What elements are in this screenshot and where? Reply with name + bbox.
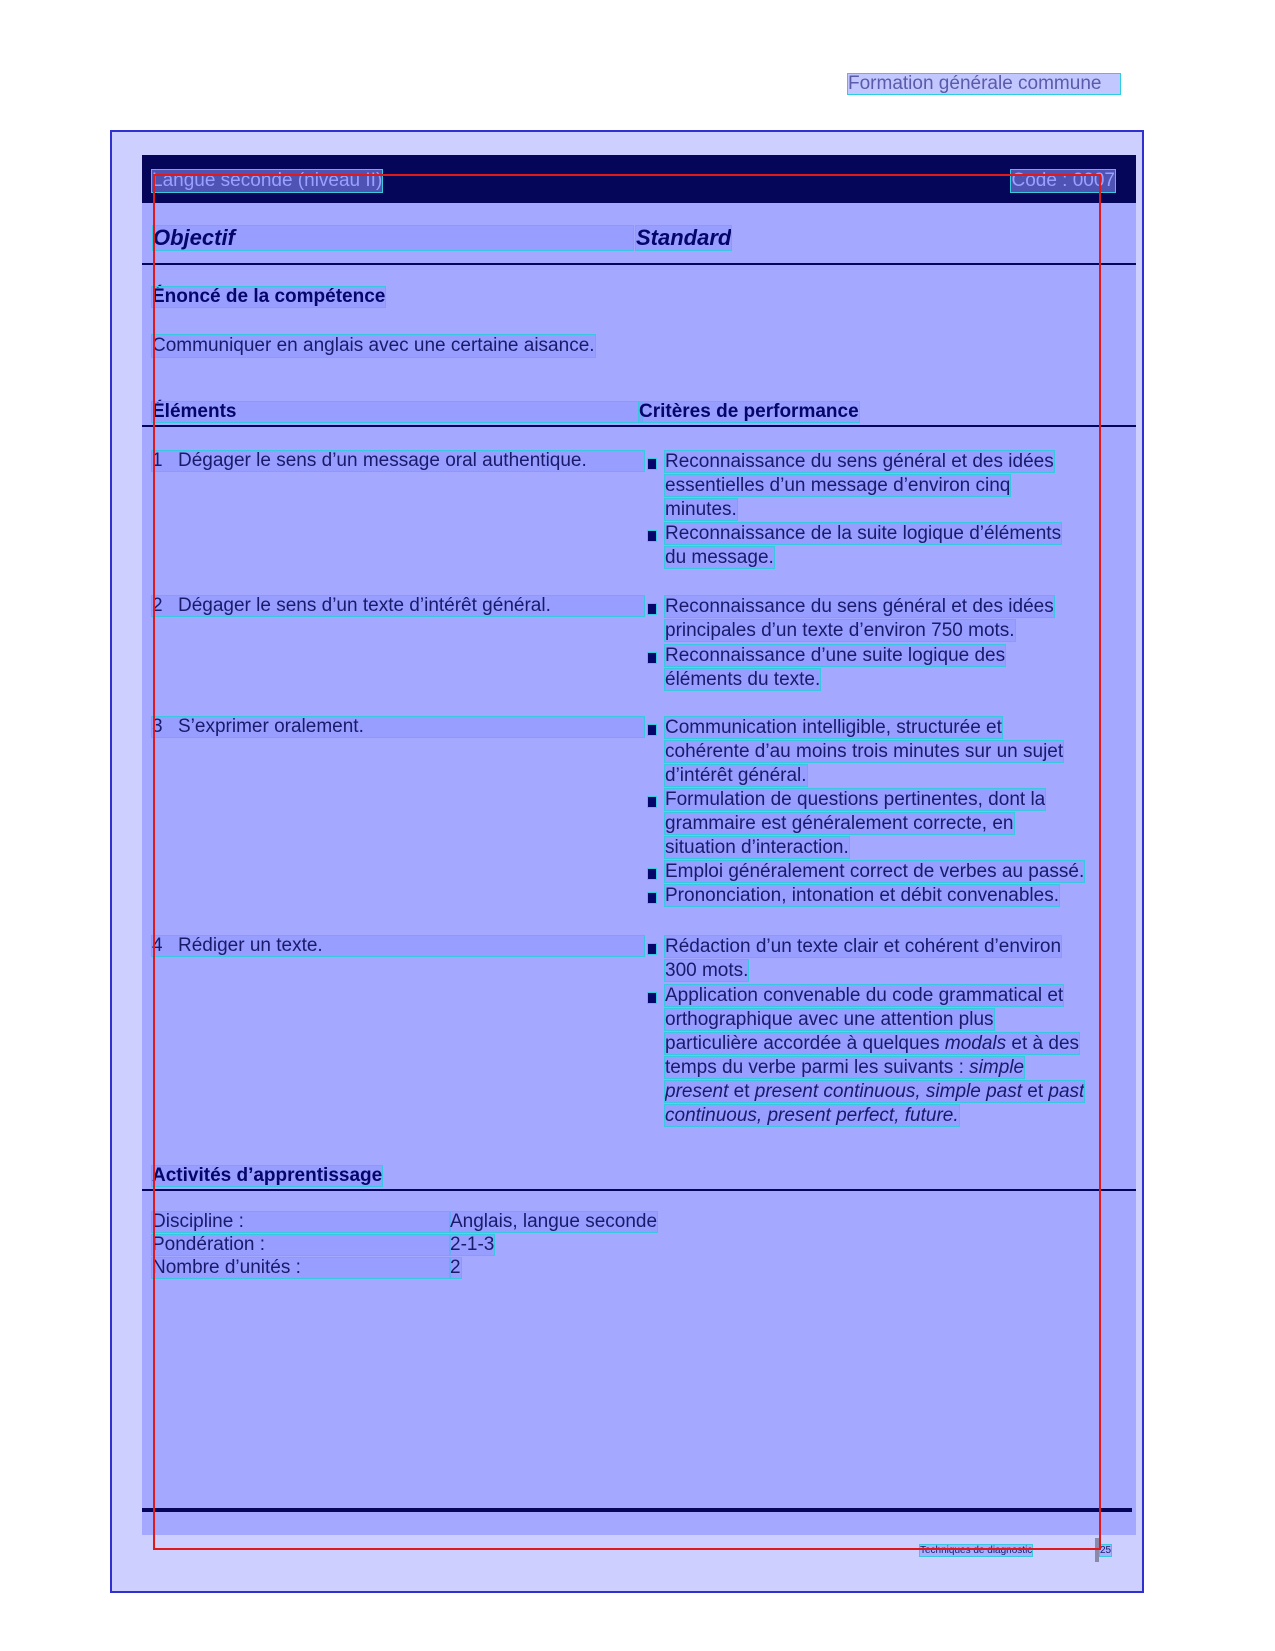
ponderation-value: 2-1-3 bbox=[450, 1234, 495, 1255]
bullet-icon bbox=[648, 604, 656, 614]
criterion-3-1: Communication intelligible, structurée et cohérente d’au moins trois minutes sur un sujet d’intérêt général. bbox=[665, 717, 1064, 786]
unites-value: 2 bbox=[450, 1257, 461, 1278]
footer-page-number: 25 bbox=[1100, 1545, 1112, 1556]
course-code: Code : 0007 bbox=[1011, 170, 1115, 191]
enonce-heading: Énoncé de la compétence bbox=[152, 286, 386, 307]
course-title: Langue seconde (niveau II) bbox=[152, 170, 383, 191]
criterion-1-2: Reconnaissance de la suite logique d’éléments du message. bbox=[665, 523, 1062, 568]
criterion-1-1: Reconnaissance du sens général et des idées essentielles d’un message d’environ cinq minutes. bbox=[665, 451, 1054, 520]
element-2 bbox=[152, 596, 644, 616]
element-text: Rédiger un texte. bbox=[178, 935, 323, 956]
element-text: Dégager le sens d’un message oral authentique. bbox=[178, 450, 587, 471]
criterion-2-1: Reconnaissance du sens général et des idées principales d’un texte d’environ 750 mots. bbox=[665, 596, 1054, 641]
criterion-3-3: Emploi généralement correct de verbes au passé. bbox=[665, 861, 1085, 882]
rule-elements bbox=[142, 425, 1136, 427]
element-number: 1 bbox=[152, 450, 163, 471]
bullet-icon bbox=[648, 993, 656, 1003]
element-number: 3 bbox=[152, 716, 163, 737]
footer-rule bbox=[142, 1508, 1132, 1512]
unites-label: Nombre d’unités : bbox=[152, 1258, 450, 1278]
criterion-3-2: Formulation de questions pertinentes, dont la grammaire est généralement correcte, en situation d’interaction. bbox=[665, 789, 1046, 858]
elements-heading: Éléments bbox=[152, 402, 642, 422]
element-1 bbox=[152, 451, 644, 471]
bullet-icon bbox=[648, 944, 656, 954]
criteres-heading: Critères de performance bbox=[639, 401, 859, 422]
bullet-icon bbox=[648, 893, 656, 903]
element-3 bbox=[152, 717, 644, 737]
element-4 bbox=[152, 936, 644, 956]
enonce-text: Communiquer en anglais avec une certaine aisance. bbox=[152, 335, 595, 356]
program-label: Formation générale commune bbox=[848, 74, 1120, 94]
bullet-icon bbox=[648, 653, 656, 663]
discipline-label: Discipline : bbox=[152, 1212, 450, 1232]
bullet-icon bbox=[648, 869, 656, 879]
bullet-icon bbox=[648, 531, 656, 541]
ponderation-label: Pondération : bbox=[152, 1235, 450, 1255]
element-number: 2 bbox=[152, 595, 163, 616]
element-text: S’exprimer oralement. bbox=[178, 716, 364, 737]
criterion-4-1: Rédaction d’un texte clair et cohérent d’environ 300 mots. bbox=[665, 936, 1062, 981]
rule-objectif bbox=[142, 263, 1136, 265]
bullet-icon bbox=[648, 459, 656, 469]
footer-program: Techniques de diagnostic bbox=[920, 1545, 1033, 1556]
criterion-2-2: Reconnaissance d’une suite logique des éléments du texte. bbox=[665, 645, 1006, 690]
bullet-icon bbox=[648, 725, 656, 735]
criterion-4-2: Application convenable du code grammatical et orthographique avec une attention plus particulière accordée à quelques modals et à des temps du verbe parmi les suivants : simple present et present continuous, simple past et past continuous, present perfect, future. bbox=[665, 985, 1085, 1126]
standard-heading: Standard bbox=[636, 225, 732, 250]
criterion-3-4: Prononciation, intonation et débit convenables. bbox=[665, 885, 1059, 906]
activites-heading: Activités d’apprentissage bbox=[152, 1165, 383, 1186]
rule-activites bbox=[142, 1189, 1136, 1191]
element-number: 4 bbox=[152, 935, 163, 956]
footer-separator bbox=[1095, 1538, 1099, 1562]
element-text: Dégager le sens d’un texte d’intérêt général. bbox=[178, 595, 551, 616]
bullet-icon bbox=[648, 797, 656, 807]
objectif-heading: Objectif bbox=[153, 226, 633, 250]
discipline-value: Anglais, langue seconde bbox=[450, 1211, 658, 1232]
